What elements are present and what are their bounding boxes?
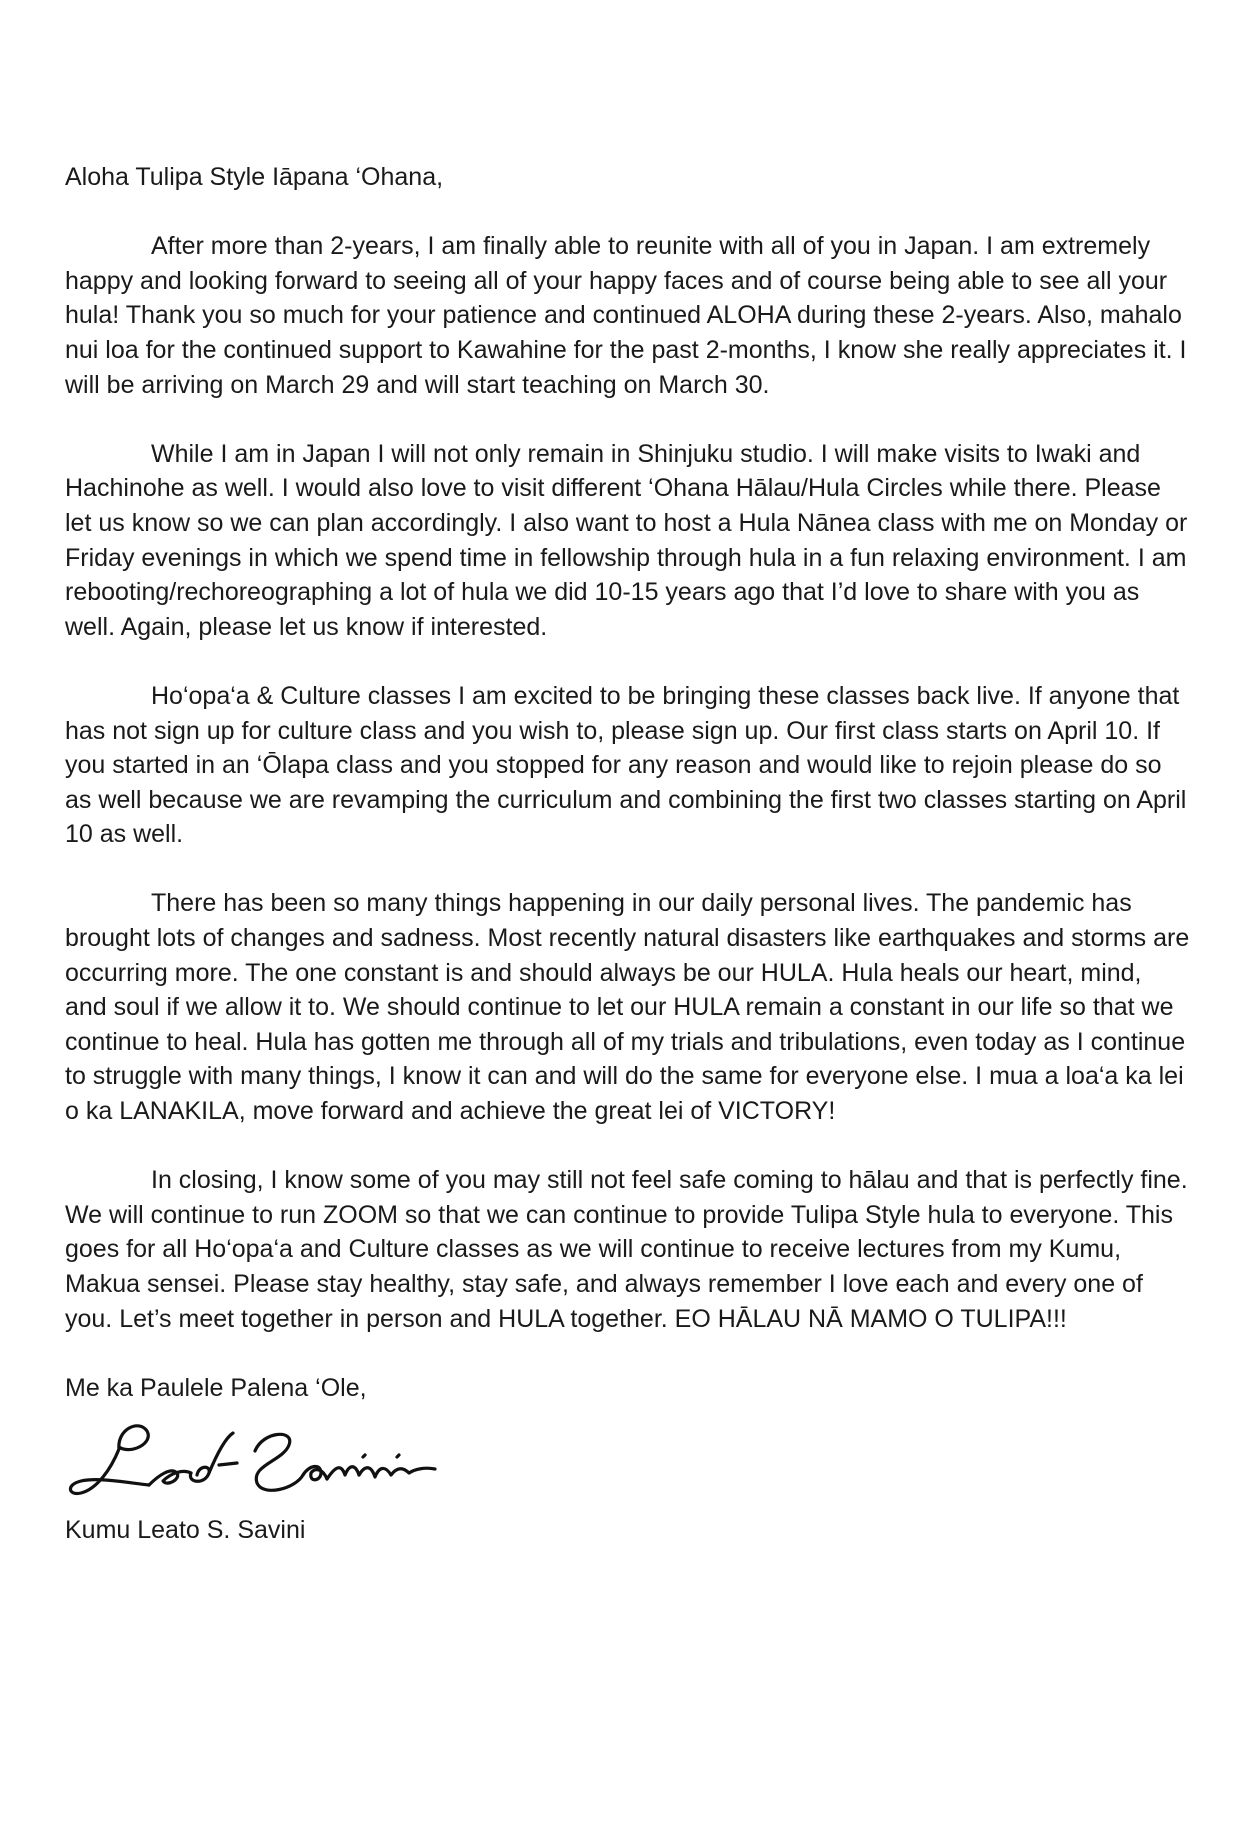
paragraph-visits: While I am in Japan I will not only remain in Shinjuku studio. I will make visits to Iwaki and Hachinohe as well. I would also love to visit different ‘Ohana Hālau/Hula Circles while there. Please let us know so we can plan accordingly. I also want to host a Hula Nānea class with me on Monday or Friday evenings in which we spend time in fellowship through hula in a fun relaxing environment. I am rebooting/rechoreographing a lot of hula we did 10-15 years ago that I’d love to share with you as well. Again, please let us know if interested.	[65, 439, 1188, 641]
paragraph-closing: In closing, I know some of you may still not feel safe coming to hālau and that is perfectly fine. We will continue to run ZOOM so that we can continue to provide Tulipa Style hula to everyone. This goes for all Ho‘opa‘a and Culture classes as we will continue to receive lectures from my Kumu, Makua sensei. Please stay healthy, stay safe, and always remember I love each and every one of you. Let’s meet together in person and HULA together. EO HĀLAU NĀ MAMO O TULIPA!!!	[65, 1166, 1188, 1333]
letter-body	[65, 160, 1190, 1548]
closing-phrase: Me ka Paulele Palena ‘Ole,	[65, 1373, 367, 1402]
paragraph-hula-constant: There has been so many things happening in our daily personal lives. The pandemic has brought lots of changes and sadness. Most recently natural disasters like earthquakes and storms are occurring more. The one constant is and should always be our HULA. Hula heals our heart, mind, and soul if we allow it to. We should continue to let our HULA remain a constant in our life so that we continue to heal. Hula has gotten me through all of my trials and tribulations, even today as I continue to struggle with many things, I know it can and will do the same for everyone else. I mua a loa‘a ka lei o ka LANAKILA, move forward and achieve the great lei of VICTORY!	[65, 889, 1190, 1126]
salutation: Aloha Tulipa Style Iāpana ‘Ohana,	[65, 163, 444, 191]
paragraph-classes: Ho‘opa‘a & Culture classes I am excited to be bringing these classes back live. If anyone that has not sign up for culture class and you wish to, please sign up. Our first class starts on April 10. If you started in an ‘Ōlapa class and you stopped for any reason and would like to rejoin please do so as well because we are revamping the curriculum and combining the first two classes starting on April 10 as well.	[65, 681, 1187, 849]
paragraph-reunion: After more than 2-years, I am finally able to reunite with all of you in Japan. I am extremely happy and looking forward to seeing all of your happy faces and of course being able to see all your hula! Thank you so much for your patience and continued ALOHA during these 2-years. Also, mahalo nui loa for the continued support to Kawahine for the past 2-months, I know she really appreciates it. I will be arriving on March 29 and will start teaching on March 30.	[65, 232, 1187, 399]
signer-name: Kumu Leato S. Savini	[65, 1516, 306, 1545]
handwritten-signature	[59, 1409, 449, 1509]
